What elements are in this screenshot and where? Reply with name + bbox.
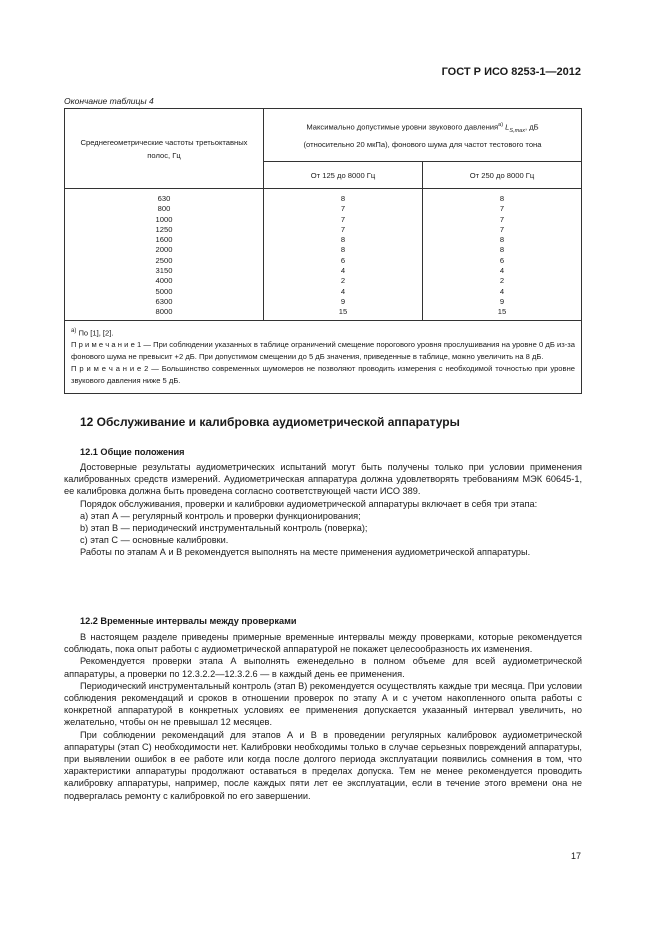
paragraph: Порядок обслуживания, проверки и калибровки аудиометрической аппаратуры включает в себя три этапа: [80, 498, 538, 509]
paragraph: Периодический инструментальный контроль (этап В) рекомендуется осуществлять каждые три месяца. При условии соблюдения рекомендаций и сроков в отношении проверок по этапу А и с учетом накопленного опыта работы с конкретной аппаратурой в конкретных условиях ее применения допускается указанный интервал увеличить, но желательно, чтобы он не превышал 12 месяцев. [64, 680, 582, 728]
paragraph: В настоящем разделе приведены примерные временные интервалы между проверками, которые рекомендуется соблюдать, пока опыт работы с аудиометрической аппаратурой не покажет целесообразность их изменения. [64, 632, 582, 655]
table-note-1: П р и м е ч а н и е 1 — При соблюдении указанных в таблице ограничений смещение порогового уровня прослушивания на уровне 0 дБ из-за фонового шума не превысит +2 дБ. При допустимом смещении до 5 дБ значения, приведенные в таблице, можно увеличить на 8 дБ. [71, 340, 575, 362]
subsection-12-1-title: 12.1 Общие положения [80, 447, 185, 457]
table-notes [65, 320, 582, 394]
section-12-title: 12 Обслуживание и калибровка аудиометрической аппаратуры [80, 415, 460, 429]
frequency-values: 630 800 1000 1250 1600 2000 2500 3150 4000 5000 6300 8000 [65, 189, 264, 321]
document-id-header: ГОСТ Р ИСО 8253-1—2012 [441, 66, 581, 78]
table-caption: Окончание таблицы 4 [64, 96, 154, 106]
paragraph: Рекомендуется проверки этапа А выполнять еженедельно в полном объеме для всей аудиометрической аппаратуры, а проверки по 12.3.2.2—12.3.2.6 — в каждый день ее применения. [64, 656, 582, 679]
frequency-column-header: Среднегеометрические частоты третьоктавных полос, Гц [65, 109, 264, 189]
table-note-2: П р и м е ч а н и е 2 — Большинство современных шумомеров не позволяют проводить измерения с необходимой точностью при уровне звукового давления ниже 5 дБ. [71, 364, 575, 386]
list-item: а) этап А — регулярный контроль и проверки функционирования; [80, 510, 361, 521]
range-250-8000-values: 8 7 7 7 8 8 6 4 2 4 9 15 [422, 189, 581, 321]
table-4 [64, 108, 582, 394]
subsection-12-2-title: 12.2 Временные интервалы между проверками [80, 616, 297, 626]
paragraph: Работы по этапам А и В рекомендуется выполнять на месте применения аудиометрической аппаратуры. [80, 547, 531, 558]
page-number: 17 [570, 851, 581, 861]
subsection-12-2-body [64, 631, 582, 802]
list-item: с) этап С — основные калибровки. [80, 535, 229, 546]
list-item: b) этап В — периодический инструментальный контроль (поверка); [80, 523, 368, 534]
levels-group-header: Максимально допустимые уровни звукового давления$^{a)}$ $L_{S,max}$, дБ (относительно 20 мкПа), фонового шума для частот тестового тона [264, 109, 582, 162]
table-footnote: $^{a)}$ По [1], [2]. [71, 327, 114, 338]
range-250-8000-header: От 250 до 8000 Гц [422, 162, 581, 189]
range-125-8000-values: 8 7 7 7 8 8 6 4 2 4 9 15 [264, 189, 423, 321]
subsection-12-1-body [64, 461, 582, 559]
paragraph: Достоверные результаты аудиометрических испытаний могут быть получены только при условии применения калиброванных средств измерений. Аудиометрическая аппаратура должна удовлетворять требованиям МЭК 60645-1, ее калибровка должна быть проведена согласно соответствующей части ИСО 389. [64, 462, 582, 497]
range-125-8000-header: От 125 до 8000 Гц [264, 162, 423, 189]
paragraph: При соблюдении рекомендаций для этапов А и В в проведении регулярных калибровок аудиометрической аппаратуры (этап С) необходимости нет. Калибровки необходимы только в случае серьезных повреждений аппаратуры, при выявлении ошибок в ее работе или когда после долгого периода эксплуатации появились сомнения в том, что характеристики аппаратуры продолжают оставаться в пределах допуска. Тем не менее рекомендуется проводить калибровку аппаратуры, например, после каждых пяти лет ее эксплуатации, если в течение этого времени она не подвергалась ремонту с калибровкой по его завершении. [64, 729, 582, 801]
